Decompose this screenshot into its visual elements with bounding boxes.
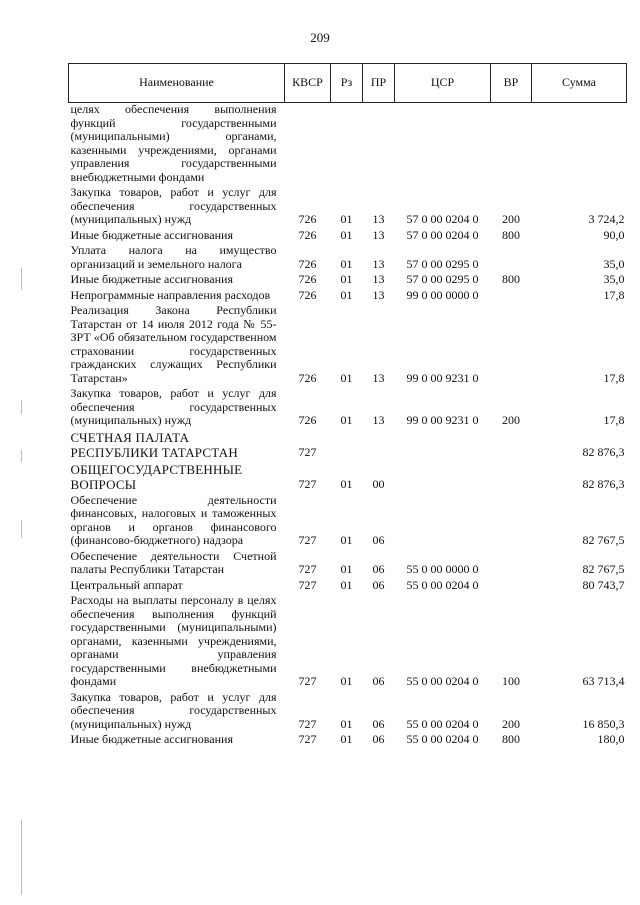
row-vr-cell: 100 [502, 674, 520, 688]
table-row [69, 733, 627, 749]
row-kvsr-cell: 727 [298, 674, 317, 688]
table-row [69, 594, 627, 691]
row-sum-cell: 16 850,3 [582, 716, 625, 731]
row-name-cell: Закупка товаров, работ и услуг для обеспечения государственных (муниципальных) нужд [70, 185, 277, 226]
row-pr-cell: 06 [372, 577, 385, 592]
row-kvsr-cell: 726 [298, 272, 317, 286]
margin-mark [21, 820, 22, 895]
row-kvsr-cell: 727 [298, 445, 317, 459]
table-row [69, 430, 627, 462]
margin-mark [21, 400, 22, 414]
row-csr-cell: 55 0 00 0204 0 [406, 674, 479, 688]
row-csr-cell: 55 0 00 0000 0 [406, 562, 479, 576]
row-sum-cell: 17,8 [603, 413, 625, 427]
row-rz-cell: 01 [340, 272, 353, 286]
row-sum-cell: 17,8 [603, 287, 625, 302]
row-csr-cell: 57 0 00 0295 0 [406, 256, 479, 271]
row-kvsr-cell: 727 [298, 732, 317, 746]
row-vr-cell: 200 [502, 212, 520, 226]
table-row [69, 244, 627, 273]
row-vr-cell: 800 [502, 272, 520, 286]
table-row [69, 289, 627, 305]
table-row [69, 579, 627, 595]
row-name-cell: целях обеспечения выполнения функций государственными (муниципальными) органами, казенными учреждениями, органами управления государственными внебюджетными фондами [70, 102, 277, 184]
row-name-cell: Обеспечение деятельности финансовых, налоговых и таможенных органов и органов финансового (финансово-бюджетного) надзора [70, 492, 277, 547]
row-sum-cell: 35,0 [603, 272, 625, 286]
row-kvsr-cell: 727 [298, 716, 317, 731]
row-sum-cell: 82 876,3 [582, 445, 625, 459]
row-vr-cell [491, 550, 532, 579]
table-row [69, 387, 627, 430]
header-pr: ПР [363, 64, 395, 103]
row-pr-cell: 13 [372, 370, 385, 385]
row-name-cell: Непрограммные направления расходов [70, 287, 271, 302]
row-pr-cell: 13 [372, 227, 385, 242]
row-name-cell: Реализация Закона Республики Татарстан от 14 июля 2012 года № 55-ЗРТ «Об обязательном государственном страховании государственных гражданских служащих Республики Татарстан» [70, 303, 277, 385]
row-csr-cell: 55 0 00 0204 0 [406, 716, 479, 731]
table-row [69, 550, 627, 579]
row-pr-cell [363, 430, 395, 462]
row-rz-cell: 01 [340, 287, 353, 302]
row-pr-cell: 13 [372, 256, 385, 271]
row-vr-cell: 800 [502, 227, 520, 242]
row-rz-cell: 01 [340, 256, 353, 271]
row-vr-cell [491, 494, 532, 550]
row-csr-cell: 99 0 00 9231 0 [406, 413, 479, 427]
row-rz-cell: 01 [340, 413, 353, 427]
table-row [69, 186, 627, 229]
row-vr-cell [491, 103, 532, 187]
row-name-cell: Уплата налога на имущество организаций и земельного налога [70, 243, 277, 271]
table-row [69, 229, 627, 245]
row-name-cell: Центральный аппарат [70, 577, 183, 592]
row-vr-cell: 200 [502, 413, 520, 427]
row-rz-cell [331, 430, 363, 462]
row-kvsr-cell: 726 [298, 287, 317, 302]
row-rz-cell: 01 [340, 732, 353, 746]
row-sum-cell: 82 767,5 [582, 562, 625, 576]
row-sum-cell: 80 743,7 [582, 577, 625, 592]
row-csr-cell: 57 0 00 0204 0 [406, 227, 479, 242]
row-rz-cell [331, 103, 363, 187]
row-kvsr-cell: 727 [298, 477, 317, 491]
row-kvsr-cell: 726 [298, 227, 317, 242]
row-sum-cell: 90,0 [603, 227, 625, 242]
row-kvsr-cell: 727 [298, 533, 317, 547]
margin-mark [21, 450, 22, 462]
row-kvsr-cell: 727 [298, 562, 317, 576]
table-row [69, 273, 627, 289]
row-name-cell: Обеспечение деятельности Счетной палаты Республики Татарстан [70, 548, 277, 576]
row-pr-cell: 06 [372, 533, 385, 547]
table-row [69, 691, 627, 734]
row-rz-cell: 01 [340, 716, 353, 731]
row-vr-cell [491, 289, 532, 305]
row-csr-cell: 55 0 00 0204 0 [406, 732, 479, 746]
row-pr-cell: 06 [372, 732, 385, 746]
row-name-cell: Иные бюджетные ассигнования [70, 227, 233, 242]
row-pr-cell: 06 [372, 562, 385, 576]
row-name-cell: Иные бюджетные ассигнования [70, 732, 233, 746]
row-name-cell: Расходы на выплаты персоналу в целях обеспечения выполнения функций государственными (муниципальными) органами, казенными учреждениями, органами управления государственными внебюджетными фондами [70, 593, 277, 688]
table-row [69, 462, 627, 494]
table-row [69, 494, 627, 550]
row-pr-cell: 13 [372, 287, 385, 302]
row-vr-cell [491, 579, 532, 595]
row-sum-cell: 3 724,2 [588, 212, 625, 226]
row-sum-cell: 63 713,4 [582, 674, 625, 688]
table-header-row [69, 64, 627, 103]
row-vr-cell [491, 430, 532, 462]
row-rz-cell: 01 [340, 533, 353, 547]
row-vr-cell [491, 304, 532, 387]
row-kvsr-cell: 726 [298, 212, 317, 226]
table-row [69, 103, 627, 187]
row-name-cell: ОБЩЕГОСУДАРСТВЕННЫЕ ВОПРОСЫ [70, 461, 243, 492]
row-pr-cell: 13 [372, 272, 385, 286]
row-csr-cell: 99 0 00 9231 0 [406, 370, 479, 385]
header-name: Наименование [69, 64, 285, 103]
row-vr-cell: 200 [502, 716, 520, 731]
row-sum-cell: 17,8 [603, 370, 625, 385]
row-sum-cell: 35,0 [603, 256, 625, 271]
header-csr: ЦСР [395, 64, 491, 103]
row-pr-cell: 13 [372, 212, 385, 226]
row-csr-cell: 57 0 00 0204 0 [406, 212, 479, 226]
table-body [69, 103, 627, 749]
row-kvsr-cell: 727 [298, 577, 317, 592]
row-kvsr-cell: 726 [298, 413, 317, 427]
row-csr-cell [395, 103, 491, 187]
row-kvsr-cell: 726 [298, 370, 317, 385]
row-pr-cell: 06 [372, 674, 385, 688]
row-rz-cell: 01 [340, 577, 353, 592]
row-pr-cell: 06 [372, 716, 385, 731]
row-vr-cell [491, 244, 532, 273]
header-kvsr: КВСР [285, 64, 331, 103]
header-rz: Рз [331, 64, 363, 103]
margin-mark [21, 268, 22, 290]
row-name-cell: Закупка товаров, работ и услуг для обеспечения государственных (муниципальных) нужд [70, 386, 277, 427]
row-csr-cell [395, 494, 491, 550]
row-name-cell: СЧЕТНАЯ ПАЛАТА РЕСПУБЛИКИ ТАТАРСТАН [70, 429, 238, 460]
row-csr-cell: 99 0 00 0000 0 [406, 287, 479, 302]
row-kvsr-cell: 726 [298, 256, 317, 271]
row-rz-cell: 01 [340, 212, 353, 226]
row-pr-cell [363, 103, 395, 187]
row-name-cell: Иные бюджетные ассигнования [70, 272, 233, 286]
header-sum: Сумма [532, 64, 627, 103]
row-csr-cell [395, 430, 491, 462]
row-rz-cell: 01 [340, 477, 353, 491]
row-csr-cell: 57 0 00 0295 0 [406, 272, 479, 286]
row-sum-cell: 82 767,5 [582, 533, 625, 547]
row-rz-cell: 01 [340, 227, 353, 242]
row-rz-cell: 01 [340, 370, 353, 385]
row-kvsr-cell [285, 103, 331, 187]
row-pr-cell: 00 [372, 477, 385, 491]
row-sum-cell [532, 103, 627, 187]
row-sum-cell: 180,0 [597, 732, 625, 746]
row-csr-cell [395, 462, 491, 494]
row-vr-cell [491, 462, 532, 494]
margin-mark [21, 520, 22, 538]
row-sum-cell: 82 876,3 [582, 477, 625, 491]
row-name-cell: Закупка товаров, работ и услуг для обеспечения государственных (муниципальных) нужд [70, 689, 277, 731]
header-vr: ВР [491, 64, 532, 103]
row-rz-cell: 01 [340, 674, 353, 688]
table-row [69, 304, 627, 387]
row-pr-cell: 13 [372, 413, 385, 427]
row-csr-cell: 55 0 00 0204 0 [406, 577, 479, 592]
page-number: 209 [310, 30, 330, 45]
budget-table [68, 63, 627, 749]
row-vr-cell: 800 [502, 732, 520, 746]
row-rz-cell: 01 [340, 562, 353, 576]
